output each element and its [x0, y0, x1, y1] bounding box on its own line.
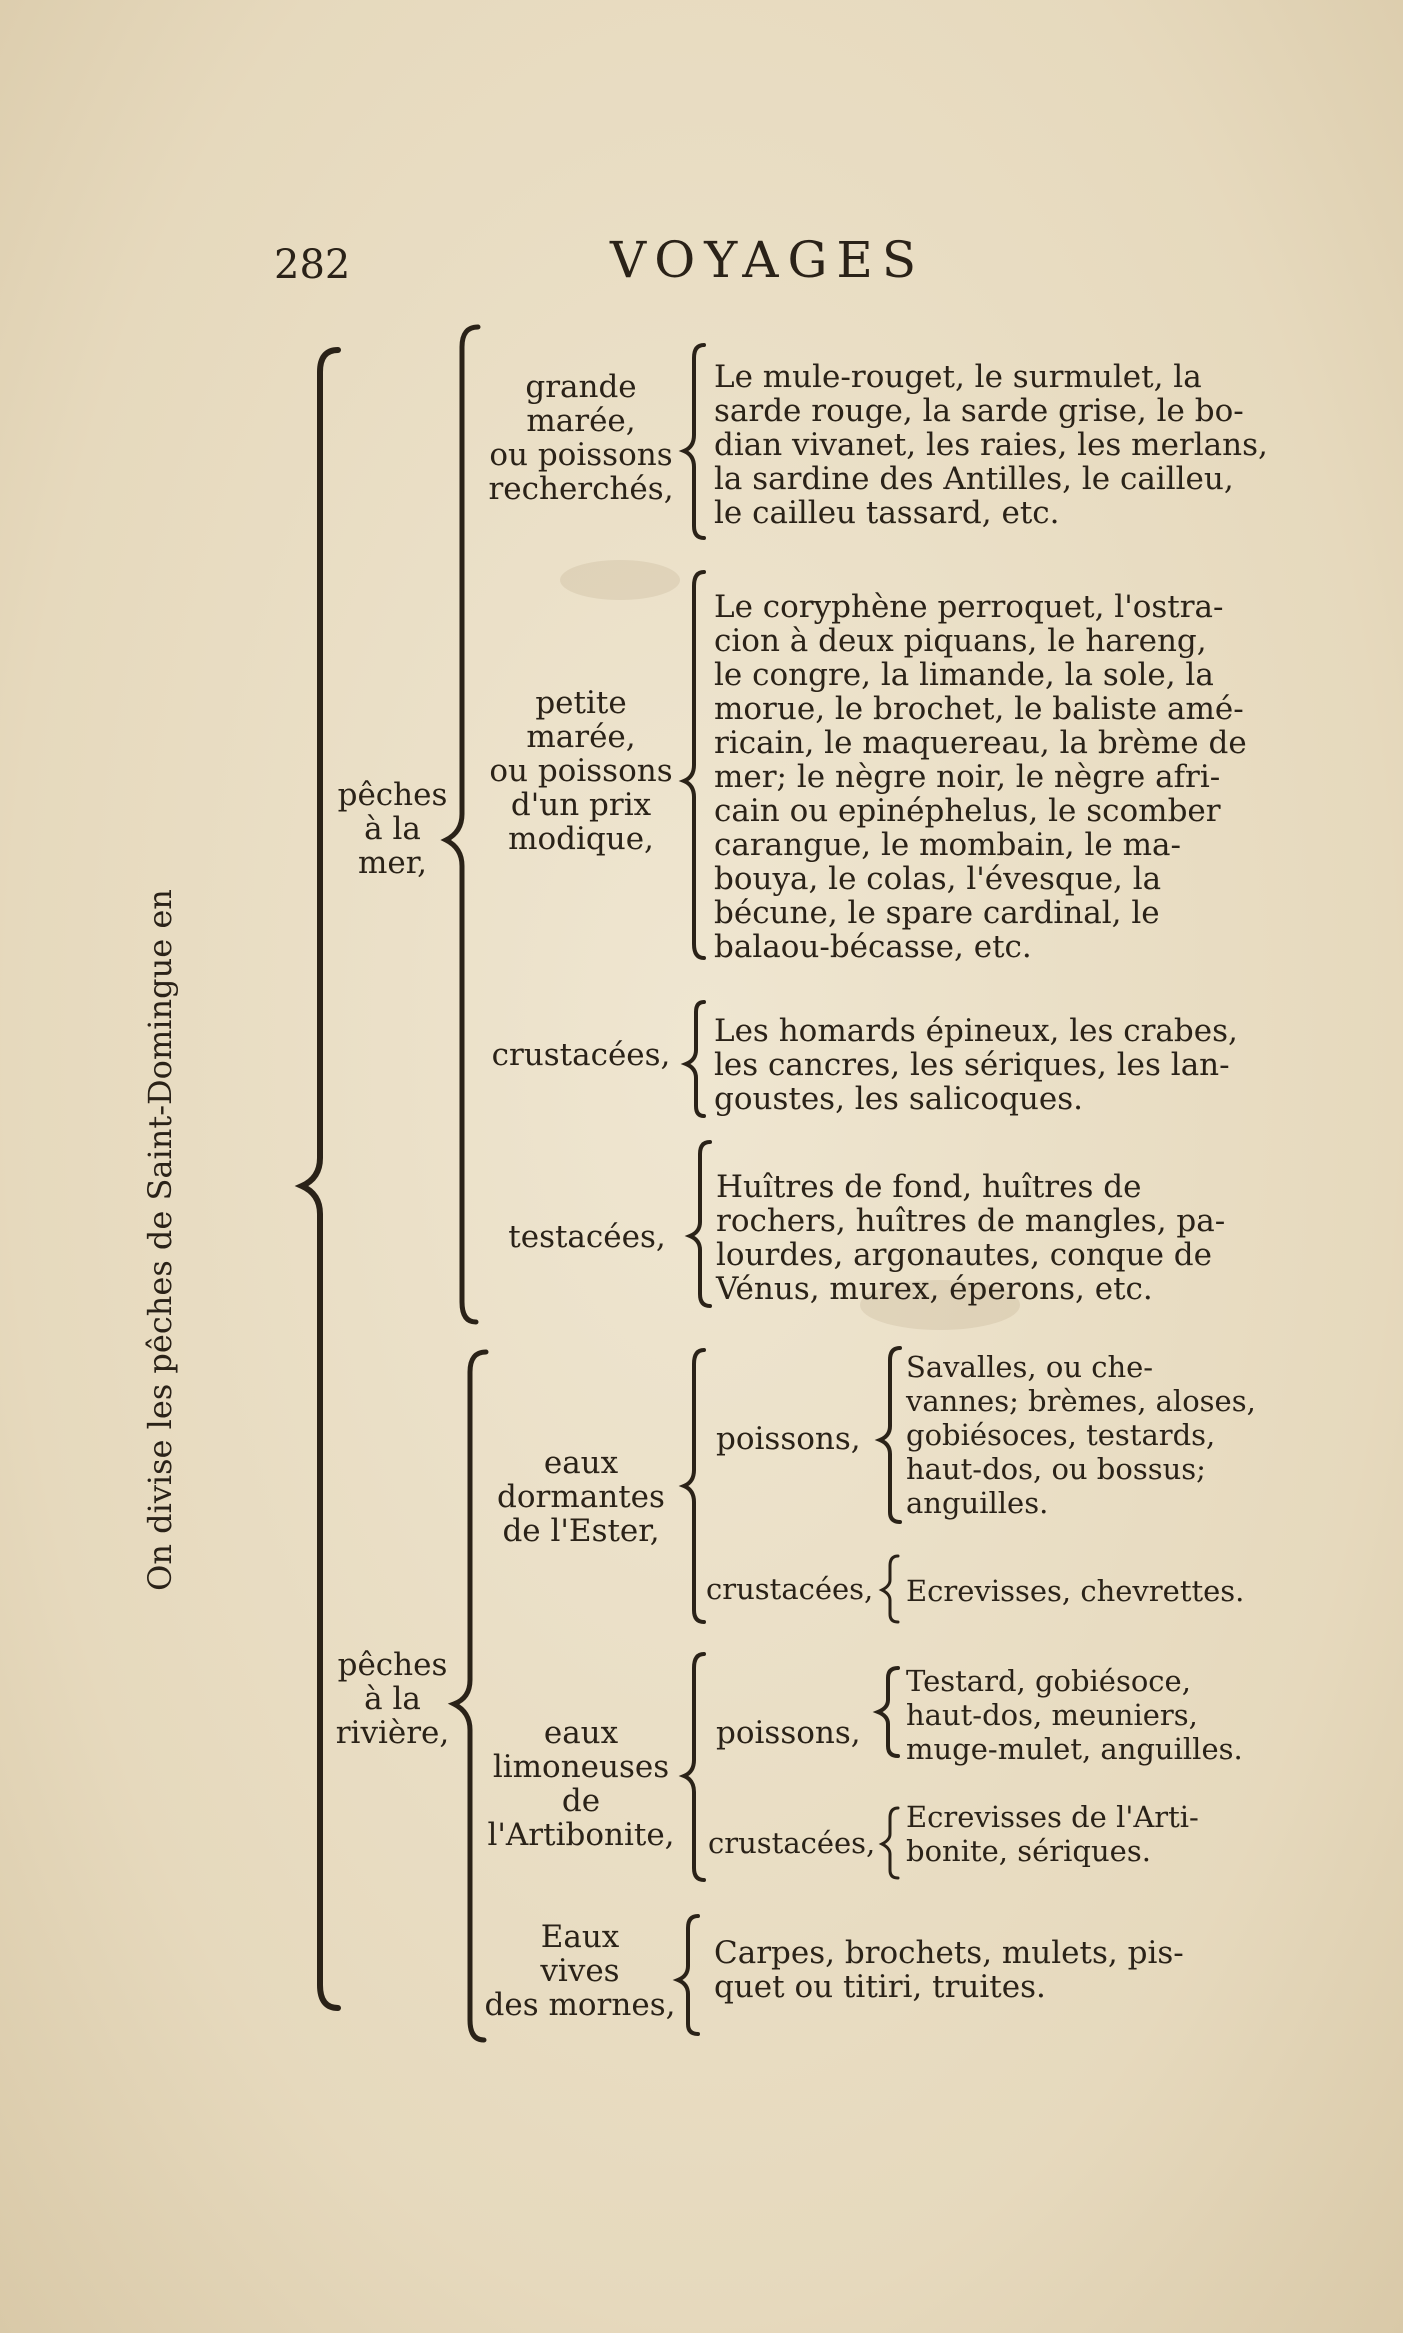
text-line: les cancres, les sériques, les lan-: [714, 1047, 1230, 1083]
river-label: [330, 1648, 455, 1750]
group-label-line: de: [561, 1783, 601, 1819]
text-line: dian vivanet, les raies, les merlans,: [714, 427, 1268, 463]
group-label-line: des mornes,: [484, 1987, 676, 2023]
text-line: le congre, la limande, la sole, la: [714, 657, 1214, 693]
group-label-line: petite: [535, 685, 627, 721]
text-line: haut-dos, meuniers,: [906, 1698, 1198, 1732]
river-g3-label: [482, 1920, 678, 2022]
river-g1-poissons-label: poissons,: [716, 1421, 861, 1457]
text-line: la sardine des Antilles, le cailleu,: [714, 461, 1234, 497]
river-g2-crust-label: crustacées,: [708, 1826, 876, 1860]
river-g1-crust-text: Ecrevisses, chevrettes.: [906, 1574, 1245, 1608]
brace-sea-g2: [684, 572, 704, 958]
running-head: VOYAGES: [610, 231, 926, 289]
text-line: lourdes, argonautes, conque de: [716, 1237, 1212, 1273]
group-label-line: ou poissons: [489, 437, 673, 473]
brace-river-g3: [678, 1916, 698, 2034]
river-g2-poissons-label: poissons,: [716, 1715, 861, 1751]
text-line: anguilles.: [906, 1486, 1049, 1520]
river-label-line: pêches: [337, 1647, 448, 1683]
text-line: sarde rouge, la sarde grise, le bo-: [714, 393, 1244, 429]
river-g1-crust-label: crustacées,: [706, 1572, 874, 1606]
brace-outer: [302, 350, 338, 2008]
sea-g4-label: testacées,: [508, 1219, 666, 1255]
group-label-line: ou poissons: [489, 753, 673, 789]
text-line: quet ou titiri, truites.: [714, 1969, 1046, 2005]
sea-g1-label: [478, 370, 684, 506]
group-label-line: modique,: [508, 821, 654, 857]
river-g3-text: [714, 1936, 1184, 2004]
group-label-line: marée,: [526, 403, 636, 439]
text-line: Testard, gobiésoce,: [906, 1664, 1191, 1698]
text-line: Vénus, murex, éperons, etc.: [716, 1271, 1153, 1307]
text-line: bécune, le spare cardinal, le: [714, 895, 1160, 931]
group-label-line: vives: [540, 1953, 620, 1989]
text-line: Le mule-rouget, le surmulet, la: [714, 359, 1202, 395]
text-line: muge-mulet, anguilles.: [906, 1732, 1243, 1766]
text-line: le cailleu tassard, etc.: [714, 495, 1060, 531]
group-label-line: d'un prix: [510, 787, 652, 823]
brace-river-g2: [684, 1654, 704, 1880]
group-label-line: de l'Ester,: [502, 1513, 660, 1549]
group-label-line: eaux: [543, 1715, 619, 1751]
brace-river-g1-poissons: [880, 1348, 900, 1522]
river-g2-label: [478, 1716, 684, 1852]
brace-sea-g4: [690, 1142, 710, 1306]
text-line: balaou-bécasse, etc.: [714, 929, 1032, 965]
text-line: morue, le brochet, le baliste amé-: [714, 691, 1244, 727]
brace-river-g1: [684, 1350, 704, 1622]
text-line: ricain, le maquereau, la brème de: [714, 725, 1247, 761]
sea-g2-text: [714, 590, 1247, 964]
sea-g1-text: [714, 360, 1268, 530]
sea-label-line: à la: [364, 811, 421, 847]
river-g1-poissons-text: [906, 1350, 1256, 1520]
group-label-line: marée,: [526, 719, 636, 755]
group-label-line: Eaux: [540, 1919, 620, 1955]
river-label-line: à la: [364, 1681, 421, 1717]
sea-label: [330, 778, 455, 880]
sea-g4-text: [716, 1170, 1225, 1306]
river-g2-crust-text: [906, 1800, 1199, 1868]
group-label-line: recherchés,: [488, 471, 674, 507]
group-label-line: eaux: [543, 1445, 619, 1481]
text-line: bouya, le colas, l'évesque, la: [714, 861, 1162, 897]
text-line: mer; le nègre noir, le nègre afri-: [714, 759, 1221, 795]
group-label-line: limoneuses: [492, 1749, 670, 1785]
text-line: Carpes, brochets, mulets, pis-: [714, 1935, 1184, 1971]
brace-river-g2-poissons: [878, 1668, 898, 1756]
sea-g3-label: crustacées,: [491, 1037, 671, 1073]
text-line: Les homards épineux, les crabes,: [714, 1013, 1238, 1049]
group-label-line: dormantes: [497, 1479, 665, 1515]
sea-g2-label: [478, 686, 684, 856]
text-line: vannes; brèmes, aloses,: [906, 1384, 1256, 1418]
text-line: cain ou epinéphelus, le scomber: [714, 793, 1221, 829]
text-line: Savalles, ou che-: [906, 1350, 1154, 1384]
sea-g3-text: [714, 1014, 1238, 1116]
text-line: haut-dos, ou bossus;: [906, 1452, 1206, 1486]
brace-sea-g3: [686, 1002, 704, 1116]
brace-river-g2-crust: [882, 1808, 898, 1878]
text-line: goustes, les salicoques.: [714, 1081, 1083, 1117]
sea-label-line: mer,: [357, 845, 427, 881]
text-line: bonite, sériques.: [906, 1834, 1151, 1868]
text-line: gobiésoces, testards,: [906, 1418, 1216, 1452]
river-label-line: rivière,: [335, 1715, 450, 1751]
text-line: rochers, huîtres de mangles, pa-: [716, 1203, 1226, 1239]
sea-label-line: pêches: [337, 777, 448, 813]
river-g1-label: [478, 1446, 684, 1548]
text-line: Ecrevisses de l'Arti-: [906, 1800, 1199, 1834]
group-label-line: l'Artibonite,: [487, 1817, 675, 1853]
brace-sea-g1: [684, 345, 704, 538]
page-number: 282: [274, 242, 351, 288]
river-g2-poissons-text: [906, 1664, 1243, 1766]
group-label-line: grande: [525, 369, 637, 405]
root-label: On divise les pêches de Saint-Domingue en: [141, 889, 179, 1591]
brace-river-g1-crust: [882, 1556, 898, 1622]
text-line: Le coryphène perroquet, l'ostra-: [714, 589, 1224, 625]
text-line: cion à deux piquans, le hareng,: [714, 623, 1207, 659]
text-line: Huîtres de fond, huîtres de: [716, 1169, 1142, 1205]
text-line: carangue, le mombain, le ma-: [714, 827, 1181, 863]
